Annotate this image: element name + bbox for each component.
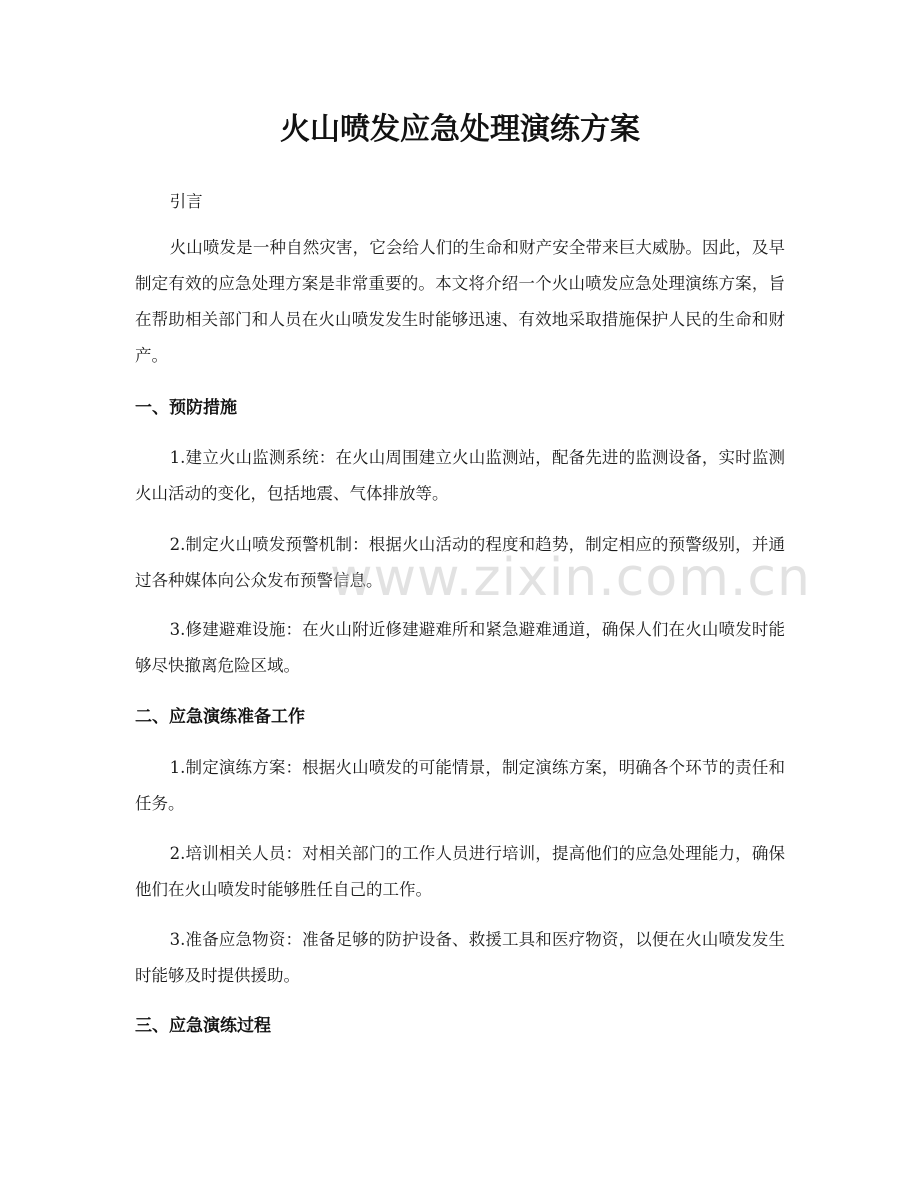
intro-label: 引言 [169, 192, 203, 211]
preparation-item-3: 3.准备应急物资：准备足够的防护设备、救援工具和医疗物资，以便在火山喷发发生时能够及时提供援助。 [135, 930, 785, 985]
preparation-item-2: 2.培训相关人员：对相关部门的工作人员进行培训，提高他们的应急处理能力，确保他们在火山喷发时能够胜任自己的工作。 [135, 844, 785, 899]
prevention-item-1: 1.建立火山监测系统：在火山周围建立火山监测站，配备先进的监测设备，实时监测火山活动的变化，包括地震、气体排放等。 [135, 448, 785, 503]
watermark-text: www.zixin.com.cn [330, 548, 811, 608]
section-heading-prevention: 一、预防措施 [135, 398, 237, 418]
intro-paragraph: 火山喷发是一种自然灾害，它会给人们的生命和财产安全带来巨大威胁。因此，及早制定有效的应急处理方案是非常重要的。本文将介绍一个火山喷发应急处理演练方案，旨在帮助相关部门和人员在火山喷发发生时能够迅速、有效地采取措施保护人民的生命和财产。 [135, 238, 785, 365]
prevention-item-3: 3.修建避难设施：在火山附近修建避难所和紧急避难通道，确保人们在火山喷发时能够尽快撤离危险区域。 [135, 620, 785, 675]
page-title: 火山喷发应急处理演练方案 [280, 112, 640, 147]
section-heading-preparation: 二、应急演练准备工作 [135, 707, 305, 727]
preparation-item-1: 1.制定演练方案：根据火山喷发的可能情景，制定演练方案，明确各个环节的责任和任务。 [135, 758, 785, 813]
section-heading-drill-process: 三、应急演练过程 [135, 1016, 271, 1036]
prevention-item-2: 2.制定火山喷发预警机制：根据火山活动的程度和趋势，制定相应的预警级别，并通过各种媒体向公众发布预警信息。 [135, 535, 785, 590]
